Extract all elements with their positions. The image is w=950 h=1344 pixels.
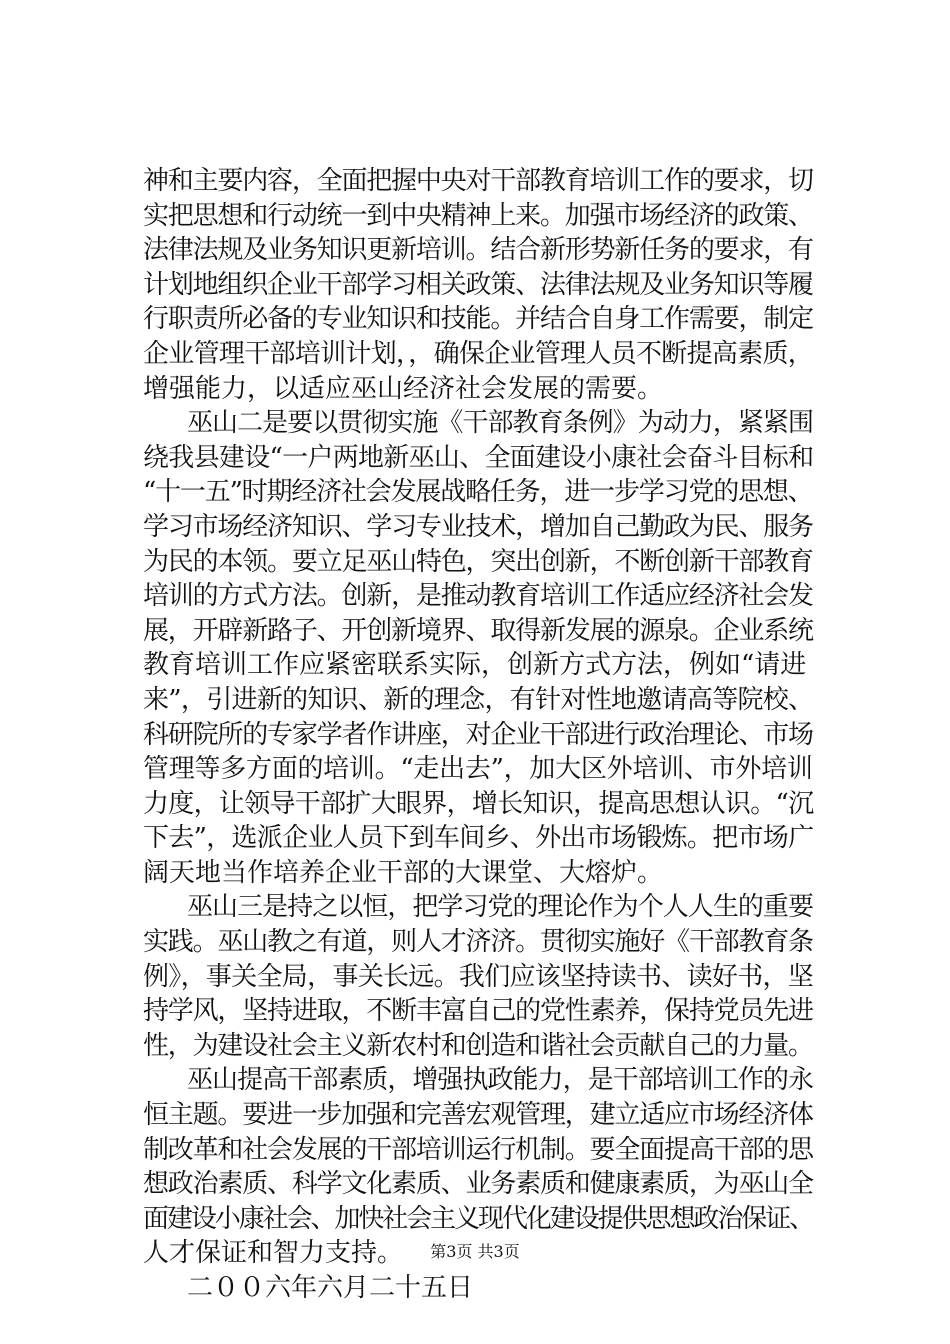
text-line: 二００六年六月二十五日: [187, 1273, 474, 1303]
text-line: 绕我县建设“一户两地新巫山、全面建设小康社会奋斗目标和: [143, 442, 814, 473]
text-line: 性，为建设社会主义新农村和创造和谐社会贡献自己的力量。: [143, 1030, 813, 1061]
text-line: 巫山三是持之以恒，把学习党的理论作为个人人生的重要: [187, 892, 814, 923]
text-line: 实践。巫山教之有道，则人才济济。贯彻实施好《干部教育条: [143, 927, 813, 958]
text-line: 计划地组织企业干部学习相关政策、法律法规及业务知识等履: [143, 269, 813, 300]
text-line: 法律法规及业务知识更新培训。结合新形势新任务的要求，有: [143, 235, 813, 266]
page-footer: 第3页 共3页: [430, 1242, 520, 1261]
text-line: 增强能力，以适应巫山经济社会发展的需要。: [143, 373, 664, 404]
text-line: 巫山提高干部素质，增强执政能力，是干部培训工作的永: [187, 1065, 814, 1096]
text-line: 科研院所的专家学者作讲座，对企业干部进行政治理论、市场: [143, 719, 813, 750]
text-line: 制改革和社会发展的干部培训运行机制。要全面提高干部的思: [143, 1134, 813, 1165]
text-line: “十一五”时期经济社会发展战略任务，进一步学习党的思想、: [143, 477, 813, 508]
text-line: 例》，事关全局，事关长远。我们应该坚持读书、读好书，坚: [143, 961, 814, 992]
text-line: 力度，让领导干部扩大眼界，增长知识，提高思想认识。“沉: [143, 788, 814, 819]
text-line: 持学风，坚持进取，不断丰富自己的党性素养，保持党员先进: [143, 996, 813, 1027]
text-line: 学习市场经济知识、学习专业技术，增加自己勤政为民、服务: [143, 511, 813, 542]
text-line: 实把思想和行动统一到中央精神上来。加强市场经济的政策、: [143, 200, 813, 231]
text-line: 恒主题。要进一步加强和完善宏观管理，建立适应市场经济体: [143, 1100, 813, 1131]
document-body: [143, 164, 813, 1306]
text-line: 企业管理干部培训计划，，确保企业管理人员不断提高素质，: [143, 338, 814, 369]
text-line: 阔天地当作培养企业干部的大课堂、大熔炉。: [143, 857, 664, 888]
text-line: 行职责所必备的专业知识和技能。并结合自身工作需要，制定: [143, 304, 813, 335]
text-line: 下去”，选派企业人员下到车间乡、外出市场锻炼。把市场广: [143, 823, 814, 854]
text-line: 培训的方式方法。创新，是推动教育培训工作适应经济社会发: [143, 581, 813, 612]
text-line: 想政治素质、科学文化素质、业务素质和健康素质，为巫山全: [143, 1169, 813, 1200]
text-line: 神和主要内容，全面把握中央对干部教育培训工作的要求，切: [143, 166, 813, 196]
text-line: 来”，引进新的知识、新的理念，有针对性地邀请高等院校、: [143, 684, 814, 715]
text-line: 人才保证和智力支持。: [143, 1238, 404, 1269]
text-line: 管理等多方面的培训。“走出去”，加大区外培训、市外培训: [143, 754, 813, 785]
text-line: 巫山二是要以贯彻实施《干部教育条例》为动力，紧紧围: [187, 408, 814, 439]
text-line: 面建设小康社会、加快社会主义现代化建设提供思想政治保证、: [143, 1203, 814, 1234]
text-line: 展，开辟新路子、开创新境界、取得新发展的源泉。企业系统: [143, 615, 813, 646]
text-line: 教育培训工作应紧密联系实际，创新方式方法，例如“请进: [143, 650, 807, 681]
text-line: 为民的本领。要立足巫山特色，突出创新，不断创新干部教育: [143, 546, 813, 577]
